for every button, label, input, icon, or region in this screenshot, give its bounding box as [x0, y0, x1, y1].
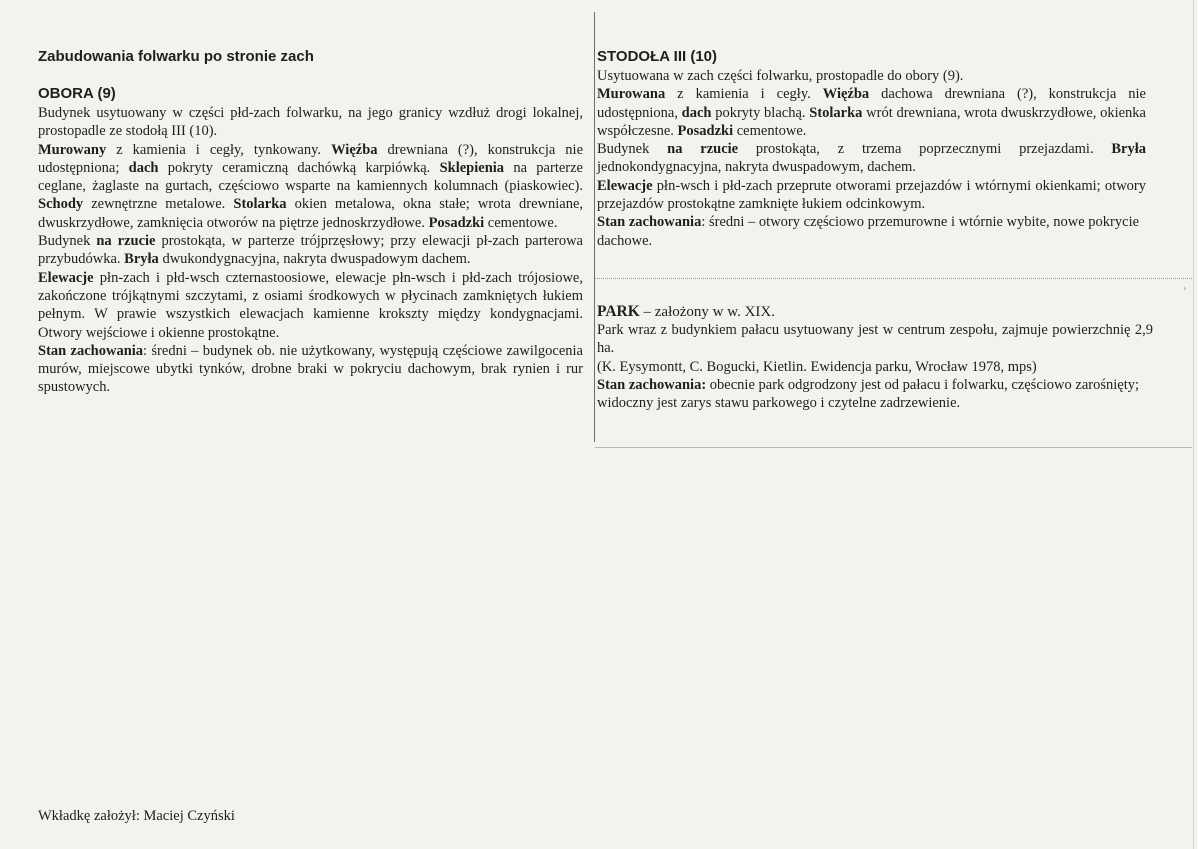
- term-bryla: Bryła: [124, 251, 159, 268]
- stodola-elevations-paragraph: [597, 177, 1146, 214]
- term-elewacje: Elewacje: [597, 177, 653, 194]
- stodola-plan-paragraph: [597, 140, 1146, 177]
- park-reference: (K. Eysymontt, C. Bogucki, Kietlin. Ewidencja parku, Wrocław 1978, mps): [597, 358, 1037, 375]
- term-stolarka: Stolarka: [233, 196, 287, 213]
- term-posadzki: Posadzki: [428, 214, 485, 231]
- term-wiezba: Więźba: [822, 86, 870, 103]
- scan-corner-mark: ›: [1183, 283, 1187, 294]
- obora-location-paragraph: Budynek usytuowany w części płd-zach folwarku, na jego granicy wzdłuż drogi lokalnej, prostopadle ze stodołą III (10).: [38, 105, 583, 140]
- text-span: pokryty ceramiczną dachówką karpiówką.: [158, 159, 440, 176]
- stodola-construction-paragraph: [597, 85, 1146, 140]
- park-section: [597, 303, 1153, 412]
- term-stolarka: Stolarka: [809, 104, 863, 121]
- left-column: [38, 48, 583, 397]
- text-span: drewniana (?), konstrukcja nie udostępniona;: [38, 141, 584, 176]
- term-stan-zachowania: Stan zachowania: [597, 214, 702, 231]
- text-span: zewnętrzne metalowe.: [83, 196, 234, 213]
- term-dach: dach: [128, 159, 159, 176]
- term-stan-zachowania: Stan zachowania: [38, 342, 144, 359]
- term-posadzki: Posadzki: [677, 122, 734, 139]
- park-section-box: [595, 278, 1192, 448]
- text-span: prostokąta, w parterze trójprzęsłowy; przy elewacji pł-zach parterowa przybudówka.: [38, 233, 583, 268]
- term-schody: Schody: [38, 196, 84, 213]
- term-murowana: Murowana: [597, 86, 666, 103]
- text-span: płn-wsch i płd-zach przeprute otworami przejazdów i wtórnymi okienkami; otwory przejazdów prostokątne zamknięte łukiem odcinkowym.: [597, 177, 1146, 213]
- park-heading: [597, 303, 1153, 321]
- text-span: z kamienia i cegły, tynkowany.: [106, 141, 332, 158]
- term-sklepienia: Sklepienia: [439, 159, 505, 176]
- text-span: obecnie park odgrodzony jest od pałacu i folwarku, częściowo zarośnięty; widoczny jest zarys stawu parkowego i czytelne zadrzewienie.: [597, 376, 1140, 412]
- term-wiezba: Więźba: [331, 141, 378, 158]
- term-stan-zachowania: Stan zachowania:: [597, 376, 707, 393]
- text-span: dachowa drewniana (?), konstrukcja nie udostępniona,: [597, 86, 1146, 121]
- text-span: płn-zach i płd-wsch czternastoosiowe, elewacje płn-wsch i płd-zach trójosiowe, zakończone trójkątnymi szczytami, z osiami środkowych w płycinach zamkniętych łukiem pełnym. W prawie wszystkich elewacjach kamienne krokszty między kondygnacjami. Otwory wejściowe i okienne prostokątne.: [38, 269, 583, 341]
- term-bryla: Bryła: [1111, 141, 1146, 158]
- obora-heading: OBORA (9): [38, 85, 116, 102]
- obora-condition-paragraph: [38, 342, 583, 397]
- text-span: wrót drewniana, wrota dwuskrzydłowe, okienka współczesne.: [597, 104, 1146, 139]
- park-location-paragraph: Park wraz z budynkiem pałacu usytuowany jest w centrum zespołu, zajmuje powierzchnię 2,9 ha.: [597, 322, 1153, 357]
- text-span: z kamienia i cegły.: [665, 86, 823, 103]
- text-span: okien metalowa, okna stałe; wrota drewniane, dwuskrzydłowe, zamknięcia otworów na piętrze jednoskrzydłowe.: [38, 196, 584, 231]
- text-span: : średni – otwory częściowo przemurowne i wtórnie wybite, nowe pokrycie dachowe.: [597, 214, 1140, 249]
- author-footer: Wkładkę założył: Maciej Czyński: [38, 808, 235, 824]
- term-elewacje: Elewacje: [38, 269, 94, 286]
- term-murowany: Murowany: [38, 141, 107, 158]
- obora-construction-paragraph: [38, 141, 583, 232]
- stodola-heading: STODOŁA III (10): [597, 48, 718, 65]
- term-na-rzucie: na rzucie: [667, 141, 739, 158]
- text-span: prostokąta, z trzema poprzecznymi przejazdami.: [738, 141, 1112, 158]
- term-dach: dach: [681, 104, 712, 121]
- right-column: [597, 48, 1146, 250]
- stodola-condition-paragraph: [597, 213, 1146, 250]
- text-span: Budynek: [597, 141, 668, 158]
- text-span: dwukondygnacyjna, nakryta dwuspadowym dachem.: [158, 251, 471, 268]
- obora-elevations-paragraph: [38, 269, 583, 342]
- text-span: : średni – budynek ob. nie użytkowany, występują częściowe zawilgocenia murów, miejscowe ubytki tynków, drobne braki w pokryciu dachowym, brak rynien i rur spustowych.: [38, 342, 583, 396]
- term-na-rzucie: na rzucie: [96, 233, 156, 250]
- park-title-term: PARK: [597, 303, 640, 320]
- text-span: pokryty blachą.: [711, 104, 810, 121]
- park-condition-paragraph: [597, 376, 1153, 413]
- main-heading: Zabudowania folwarku po stronie zach: [38, 48, 314, 65]
- text-span: na parterze ceglane, żaglaste na gurtach, częściowo wsparte na kamiennych kolumnach (piaskowiec).: [38, 159, 583, 195]
- page-edge-line: [1193, 0, 1194, 849]
- text-span: cementowe.: [484, 214, 558, 231]
- text-span: Budynek: [38, 233, 97, 250]
- obora-plan-paragraph: [38, 232, 583, 269]
- stodola-location-paragraph: Usytuowana w zach części folwarku, prostopadle do obory (9).: [597, 68, 964, 84]
- park-title-text: – założony w w. XIX.: [639, 304, 776, 320]
- text-span: jednokondygnacyjna, nakryta dwuspadowym, dachem.: [597, 159, 916, 176]
- text-span: cementowe.: [733, 122, 807, 139]
